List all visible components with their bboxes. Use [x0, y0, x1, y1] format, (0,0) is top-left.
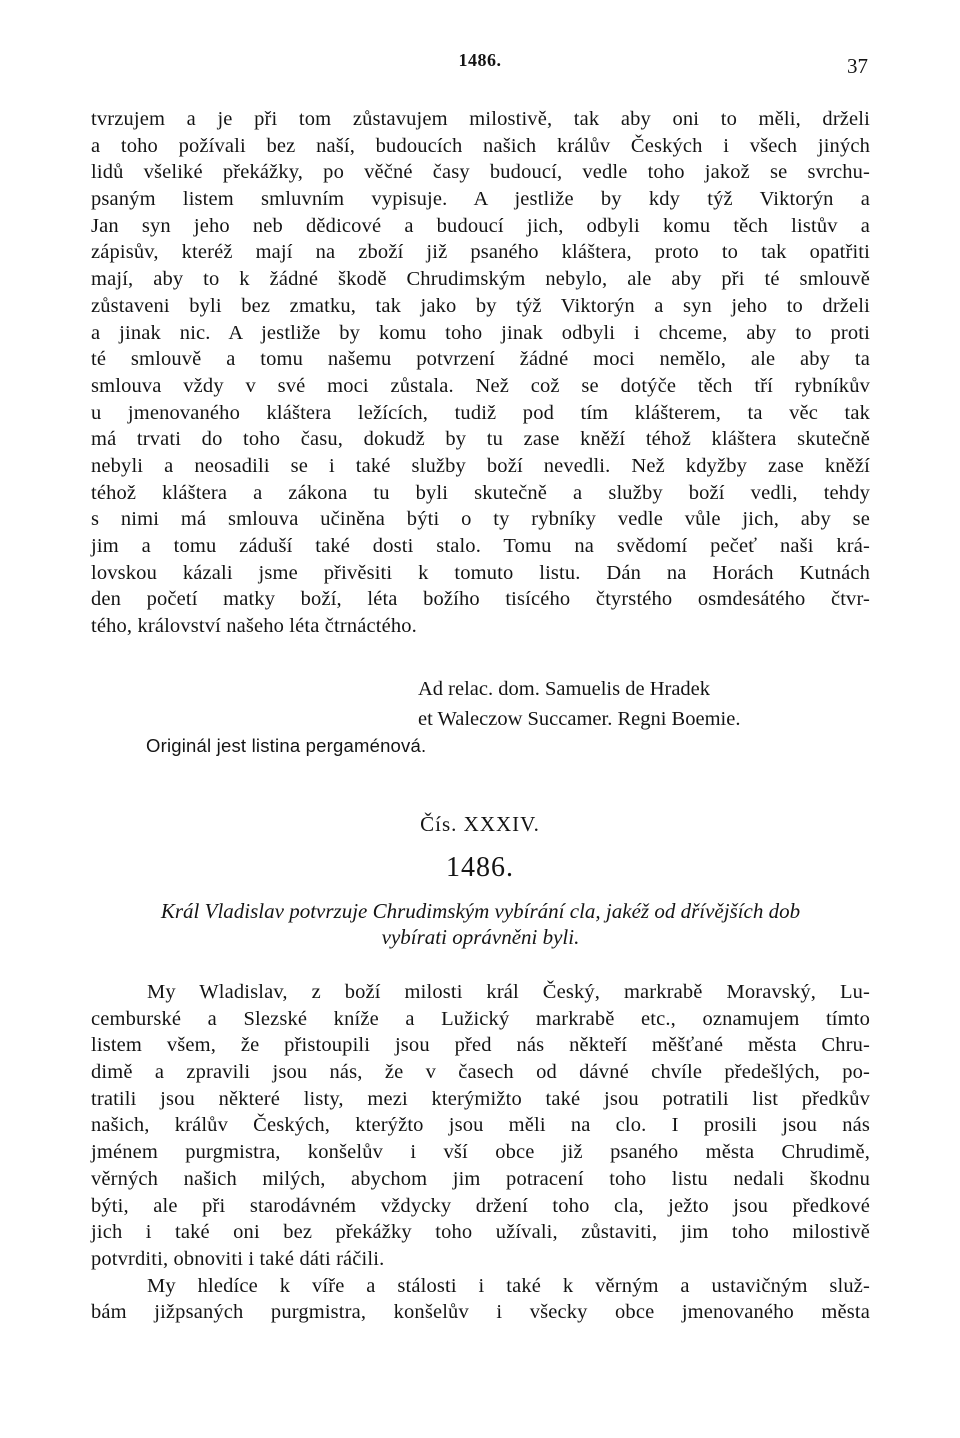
- text-line: býti, ale při starodávném vždycky držení toho cla, ježto jsou předkové: [91, 1194, 870, 1217]
- text-line: potvrditi, obnoviti i také dáti ráčili.: [91, 1247, 385, 1270]
- text-line: věrných našich milých, abychom jim potracení toho listu nedali škodnu: [91, 1167, 870, 1190]
- text-line: jménem purgmistra, konšelův i vší obce již psaného města Chrudimě,: [91, 1141, 870, 1164]
- continuation-text: [91, 106, 870, 640]
- document-number: Čís. XXXIV.: [420, 812, 540, 836]
- text-line: u jmenovaného kláštera ležících, tudiž pod tím klášterem, ta věc tak: [91, 401, 870, 424]
- text-line: nebyli a neosadili se i také služby boží nevedli. Než kdyžby zase kněží: [91, 454, 870, 477]
- signature-block: [418, 674, 878, 734]
- text-line: zůstaveni byli bez zmatku, tak jako by týž Viktorýn a syn jeho to drželi: [91, 294, 870, 317]
- text-line: zápisův, kteréž mají na zboží již psaného kláštera, proto to tak opatřiti: [91, 241, 870, 264]
- text-line: jim a tomu záduší také dosti stalo. Tomu na svědomí pečeť naši krá-: [91, 535, 870, 557]
- summary-line-1: Král Vladislav potvrzuje Chrudimským vybírání cla, jakéž od dřívějších dob: [160, 899, 801, 923]
- signature-line-2: et Waleczow Succamer. Regni Boemie.: [418, 708, 741, 730]
- text-line: jich i také oni bez překážky toho užívali, zůstaviti, jim toho milostivě: [91, 1221, 870, 1244]
- text-line: té smlouvě a tomu našemu potvrzení žádné moci nemělo, ale aby ta: [91, 348, 870, 371]
- text-line: tratili jsou některé listy, mezi kterýmižto také jsou potratili list předkův: [91, 1087, 870, 1110]
- text-line: My Wladislav, z boží milosti král Český, markrabě Moravský, Lu-: [147, 981, 870, 1003]
- text-line: psaným listem smluvním vypisuje. A jestliže by kdy týž Viktorýn a: [91, 188, 870, 211]
- text-line: mají, aby to k žádné škodě Chrudimským nebylo, ale aby při té smlouvě: [91, 268, 870, 291]
- summary-line-2: vybírati oprávněni byli.: [381, 925, 580, 949]
- text-line: a jinak nic. A jestliže by komu toho jinak odbyli i chceme, aby to proti: [91, 321, 870, 344]
- text-line: s nimi má smlouva učiněna býti o ty rybníky vedle vůle jich, aby se: [91, 508, 870, 531]
- text-line: smlouva vždy v své moci zůstala. Než což se dotýče těch tří rybníkův: [91, 374, 870, 397]
- text-line: má trvati do toho času, dokudž by tu zase kněží téhož kláštera skutečně: [91, 428, 870, 451]
- text-line: našich, králův Českých, kterýžto jsou měli na clo. I prosili jsou nás: [91, 1114, 870, 1137]
- text-line: tvrzujem a je při tom zůstavujem milostivě, tak aby oni to měli, drželi: [91, 108, 870, 130]
- page-number: 37: [847, 54, 868, 78]
- text-line: lovskou kázali jsme přivěsiti k tomuto listu. Dán na Horách Kutnách: [91, 561, 870, 584]
- text-line: cemburské a Slezské kníže a Lužický markrabě etc., oznamujem tímto: [91, 1007, 870, 1030]
- text-line: dimě a zpravili jsou nás, že v časech od dávné chvíle předešlých, po-: [91, 1061, 870, 1084]
- text-line: bám jižpsaných purgmistra, konšelův i všecky obce jmenovaného města: [91, 1301, 870, 1324]
- signature-line-1: Ad relac. dom. Samuelis de Hradek: [418, 678, 711, 700]
- text-line: Jan syn jeho neb dědicové a budoucí jich, odbyli komu těch listův a: [91, 214, 870, 237]
- text-line: den početí matky boží, léta božího tisícého čtyrstého osmdesátého čtvr-: [91, 588, 870, 611]
- text-line: a toho požívali bez naší, budoucích našich králův Českých i všech jiných: [91, 134, 870, 157]
- document-body-text: [91, 979, 870, 1326]
- text-line: téhož kláštera a zákona tu byli skutečně a služby boží vedli, tehdy: [91, 481, 870, 504]
- text-line: My hledíce k víře a stálosti i také k věrným a ustavičným služ-: [147, 1274, 870, 1297]
- original-note: Originál jest listina pergaménová.: [146, 735, 427, 756]
- text-line: listem všem, že přistoupili jsou před nás někteří měšťané města Chru-: [91, 1034, 870, 1057]
- document-year: 1486.: [446, 852, 514, 883]
- running-header-year: 1486.: [458, 50, 502, 70]
- document-summary: [91, 898, 870, 950]
- text-line: tého, království našeho léta čtrnáctého.: [91, 615, 417, 638]
- text-line: lidů všeliké překážky, po věčné časy budoucí, vedle toho jakož se svrchu-: [91, 161, 870, 184]
